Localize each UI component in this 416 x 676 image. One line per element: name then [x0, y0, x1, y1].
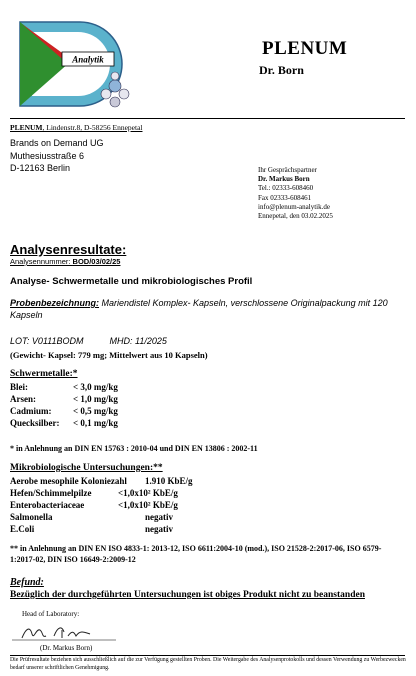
metal-value: < 0,5 mg/kg — [73, 406, 118, 416]
footer-divider — [10, 655, 405, 656]
analysis-number-label: Analysennummer: — [10, 257, 73, 266]
header-divider — [10, 118, 405, 119]
signature-image — [10, 620, 120, 644]
table-row — [10, 382, 118, 392]
capsule-weight: (Gewicht- Kapsel: 779 mg; Mittelwert aus 10 Kapseln) — [10, 350, 208, 360]
contact-name: Dr. Markus Born — [258, 175, 310, 184]
recipient-line3: D-12163 Berlin — [10, 163, 71, 173]
metal-name: Quecksilber: — [10, 418, 60, 428]
metal-value: < 0,1 mg/kg — [73, 418, 118, 428]
micro-value: <1,0x10² KbE/g — [118, 500, 178, 510]
contact-block — [258, 166, 333, 221]
table-row — [10, 500, 178, 510]
metal-name: Arsen: — [10, 394, 36, 404]
befund-title: Befund: — [10, 577, 44, 588]
table-row — [10, 418, 118, 428]
head-of-lab-label: Head of Laboratory: — [22, 610, 80, 618]
table-row — [10, 512, 173, 522]
signatory-name: (Dr. Markus Born) — [40, 644, 93, 652]
heavy-metals-title: Schwermetalle:* — [10, 369, 78, 379]
sender-name: PLENUM — [10, 123, 43, 132]
table-row — [10, 476, 193, 486]
analysis-number-value: BOD/03/02/25 — [72, 257, 121, 266]
contact-fax: Fax 02333-608461 — [258, 193, 312, 202]
contact-email: info@plenum-analytik.de — [258, 202, 330, 211]
sample-description — [10, 297, 406, 321]
table-row — [10, 406, 118, 416]
sender-street: , Lindenstr.8, D-58256 Ennepetal — [42, 123, 143, 132]
logo-text: Analytik — [72, 54, 104, 65]
micro-value: <1,0x10² KbE/g — [118, 488, 178, 498]
table-row — [10, 394, 118, 404]
sample-label: Probenbezeichnung: — [10, 298, 100, 308]
contact-label: Ihr Gesprächspartner — [258, 166, 317, 174]
sender-address — [10, 123, 142, 132]
plenum-analytik-logo — [10, 14, 140, 114]
recipient-line1: Brands on Demand UG — [10, 138, 104, 148]
befund-text: Bezüglich der durchgeführten Untersuchungen ist obiges Produkt nicht zu beanstanden — [10, 590, 365, 600]
lot-line — [10, 336, 167, 346]
micro-name: E.Coli — [10, 524, 35, 534]
table-row — [10, 524, 173, 534]
micro-title: Mikrobiologische Untersuchungen:** — [10, 463, 163, 473]
analysis-profile: Analyse- Schwermetalle und mikrobiologisches Profil — [10, 276, 253, 287]
heavy-metals-note: * in Anlehnung an DIN EN 15763 : 2010-04 und DIN EN 13806 : 2002-11 — [10, 444, 258, 453]
recipient-line2: Muthesiusstraße 6 — [10, 150, 85, 161]
micro-name: Salmonella — [10, 512, 53, 522]
contact-date: Ennepetal, den 03.02.2025 — [258, 212, 333, 221]
metal-name: Cadmium: — [10, 406, 52, 416]
company-subtitle: Dr. Born — [259, 63, 304, 77]
metal-value: < 3,0 mg/kg — [73, 382, 118, 392]
micro-name: Aerobe mesophile Koloniezahl — [10, 476, 127, 486]
sample-text: Mariendistel Komplex- Kapseln, verschlossene Originalpackung mit 120 Kapseln — [10, 298, 388, 320]
recipient-block — [10, 137, 104, 175]
company-title: PLENUM — [262, 38, 348, 59]
micro-note: ** in Anlehnung an DIN EN ISO 4833-1: 2013-12, ISO 6611:2004-10 (mod.), ISO 21528-2:2017-06, ISO 6579-1:2017-02, DIN ISO 16649-2:2009-12 — [10, 544, 382, 564]
micro-value: negativ — [145, 512, 173, 522]
results-heading: Analysenresultate: — [10, 242, 127, 257]
micro-value: 1.910 KbE/g — [145, 476, 193, 486]
lot-number: LOT: V0111BODM — [10, 336, 84, 346]
contact-tel: Tel.: 02333-608460 — [258, 184, 314, 193]
mhd-date: MHD: 11/2025 — [109, 336, 167, 346]
footer-disclaimer: Die Prüfresultate beziehen sich ausschließlich auf die zur Verfügung gestellten Proben. Die Weitergabe des Analysenprotokolls und dessen Verwendung zu Werbezwecken bedarf unserer schriftlichen Genehmigung. — [10, 657, 406, 671]
micro-name: Hefen/Schimmelpilze — [10, 488, 92, 498]
metal-value: < 1,0 mg/kg — [73, 394, 118, 404]
micro-value: negativ — [145, 524, 173, 534]
analysis-number — [10, 257, 120, 266]
micro-name: Enterobacteriaceae — [10, 500, 85, 510]
table-row — [10, 488, 178, 498]
metal-name: Blei: — [10, 382, 28, 392]
